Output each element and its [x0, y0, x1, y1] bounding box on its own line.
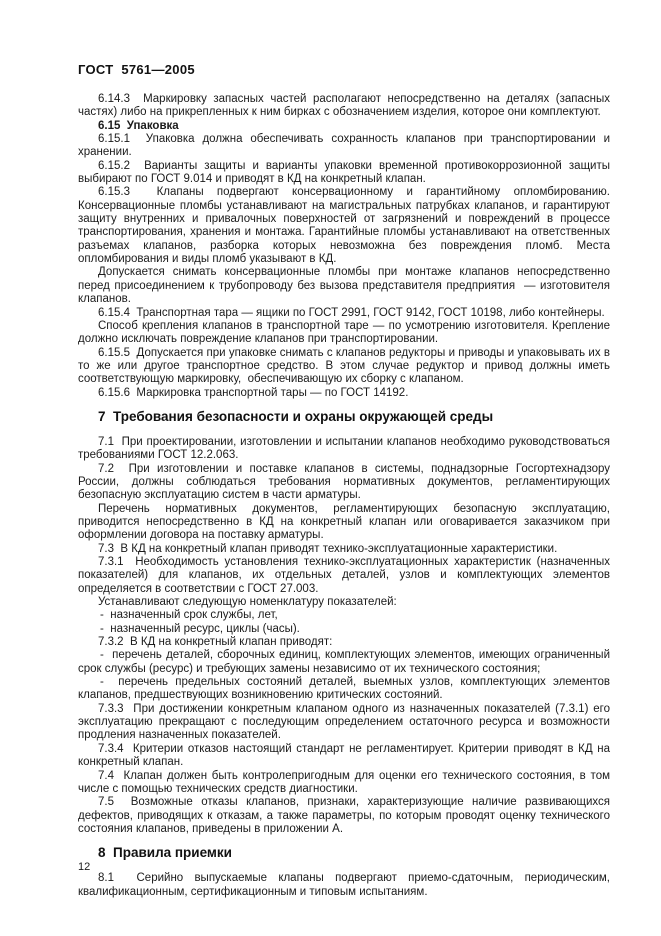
paragraph: 7.3.1 Необходимость установления технико-эксплуатационных характеристик (назначенных показателей) для клапанов, их отдельных деталей, узлов и комплектующих элементов определяется в соответствии с ГОСТ 27.003. — [78, 556, 610, 595]
paragraph: 7.4 Клапан должен быть контролепригодным для оценки его технического состояния, в том числе с помощью технических средств диагностики. — [78, 769, 610, 795]
paragraph: Перечень нормативных документов, регламентирующих безопасную эксплуатацию, приводится непосредственно в КД на конкретный клапан или оговаривается заказчиком при оформлении договора на поставку арматуры. — [78, 502, 610, 542]
paragraph: 8.1 Серийно выпускаемые клапаны подвергают приемо-сдаточным, периодическим, квалификационным, сертификационным и типовым испытаниям. — [78, 872, 610, 898]
standard-number-header: ГОСТ 5761—2005 — [78, 62, 195, 77]
paragraph: 7.3.2 В КД на конкретный клапан приводят: — [98, 636, 333, 649]
paragraph: 6.15.2 Варианты защиты и варианты упаковки временной противокоррозионной защиты выбирают по ГОСТ 9.014 и приводят в КД на конкретный клапан. — [78, 159, 610, 186]
paragraph: 7.3.4 Критерии отказов настоящий стандарт не регламентирует. Критерии приводят в КД на конкретный клапан. — [78, 742, 610, 769]
list-item: - назначенный ресурс, циклы (часы). — [100, 622, 300, 635]
list-item: - перечень предельных состояний деталей, выемных узлов, комплектующих элементов клапанов, предшествующих возникновению критических состояний. — [78, 676, 610, 702]
paragraph: Допускается снимать консервационные пломбы при монтаже клапанов непосредственно перед присоединением к трубопроводу без вызова представителя предприятия — изготовителя клапанов. — [78, 266, 610, 306]
paragraph: 6.15.5 Допускается при упаковке снимать с клапанов редукторы и приводы и упаковывать их в то же или другое транспортное средство. В этом случае редуктор и привод должны иметь соответствующую маркировку, обеспечивающую их сборку с клапаном. — [78, 346, 610, 386]
list-item: - назначенный срок службы, лет, — [100, 609, 278, 622]
paragraph: 7.3 В КД на конкретный клапан приводят технико-эксплуатационные характеристики. — [98, 542, 558, 555]
paragraph: 6.15.1 Упаковка должна обеспечивать сохранность клапанов при транспортировании и хранении. — [78, 133, 610, 159]
paragraph: 7.3.3 При достижении конкретным клапаном одного из назначенных показателей (7.3.1) его эксплуатацию прекращают с последующим определением остаточного ресурса и возможности продления назначенных показателей. — [78, 702, 610, 742]
paragraph: Устанавливают следующую номенклатуру показателей: — [98, 596, 397, 609]
paragraph: 6.14.3 Маркировку запасных частей располагают непосредственно на деталях (запасных частях) либо на прикрепленных к ним бирках с обозначением изделия, которое они комплектуют. — [78, 93, 610, 119]
paragraph: Способ крепления клапанов в транспортной таре — по усмотрению изготовителя. Крепление должно исключать повреждение клапанов при транспортировании. — [78, 319, 610, 346]
paragraph: 7.5 Возможные отказы клапанов, признаки, характеризующие наличие развивающихся дефектов, приводящих к отказам, а также параметры, по которым проводят оценку технического состояния клапанов, приведены в приложении А. — [78, 796, 610, 835]
section-heading: 7 Требования безопасности и охраны окружающей среды — [98, 408, 494, 424]
page-number: 12 — [78, 861, 91, 873]
section-heading: 8 Правила приемки — [98, 845, 232, 861]
paragraph: 7.2 При изготовлении и поставке клапанов в системы, поднадзорные Госгортехнадзору России, должны соблюдаться требования нормативных документов, регламентирующих безопасную эксплуатацию систем в части арматуры. — [78, 462, 610, 502]
list-item: - перечень деталей, сборочных единиц, комплектующих элементов, имеющих ограниченный срок службы (ресурс) и требующих замены независимо от их технического состояния; — [78, 649, 610, 675]
paragraph: 6.15.6 Маркировка транспортной тары — по ГОСТ 14192. — [98, 386, 409, 399]
document-body — [78, 93, 610, 899]
paragraph: 6.15.3 Клапаны подвергают консервационному и гарантийному опломбированию. Консервационные пломбы устанавливают на магистральных патрубках клапанов, и гарантируют защиту внутренних и привалочных поверхностей от загрязнений и повреждений в процессе транспортирования, хранения и монтажа. Гарантийные пломбы устанавливают на ответственных разъемах клапанов, разборка которых невозможна без повреждения пломб. Места опломбирования и виды пломб указывают в КД. — [78, 186, 610, 266]
subsection-heading: 6.15 Упаковка — [98, 119, 179, 132]
paragraph: 7.1 При проектировании, изготовлении и испытании клапанов необходимо руководствоваться требованиями ГОСТ 12.2.063. — [78, 435, 610, 462]
page-content — [78, 62, 610, 899]
paragraph: 6.15.4 Транспортная тара — ящики по ГОСТ 2991, ГОСТ 9142, ГОСТ 10198, либо контейнеры. — [98, 306, 605, 319]
